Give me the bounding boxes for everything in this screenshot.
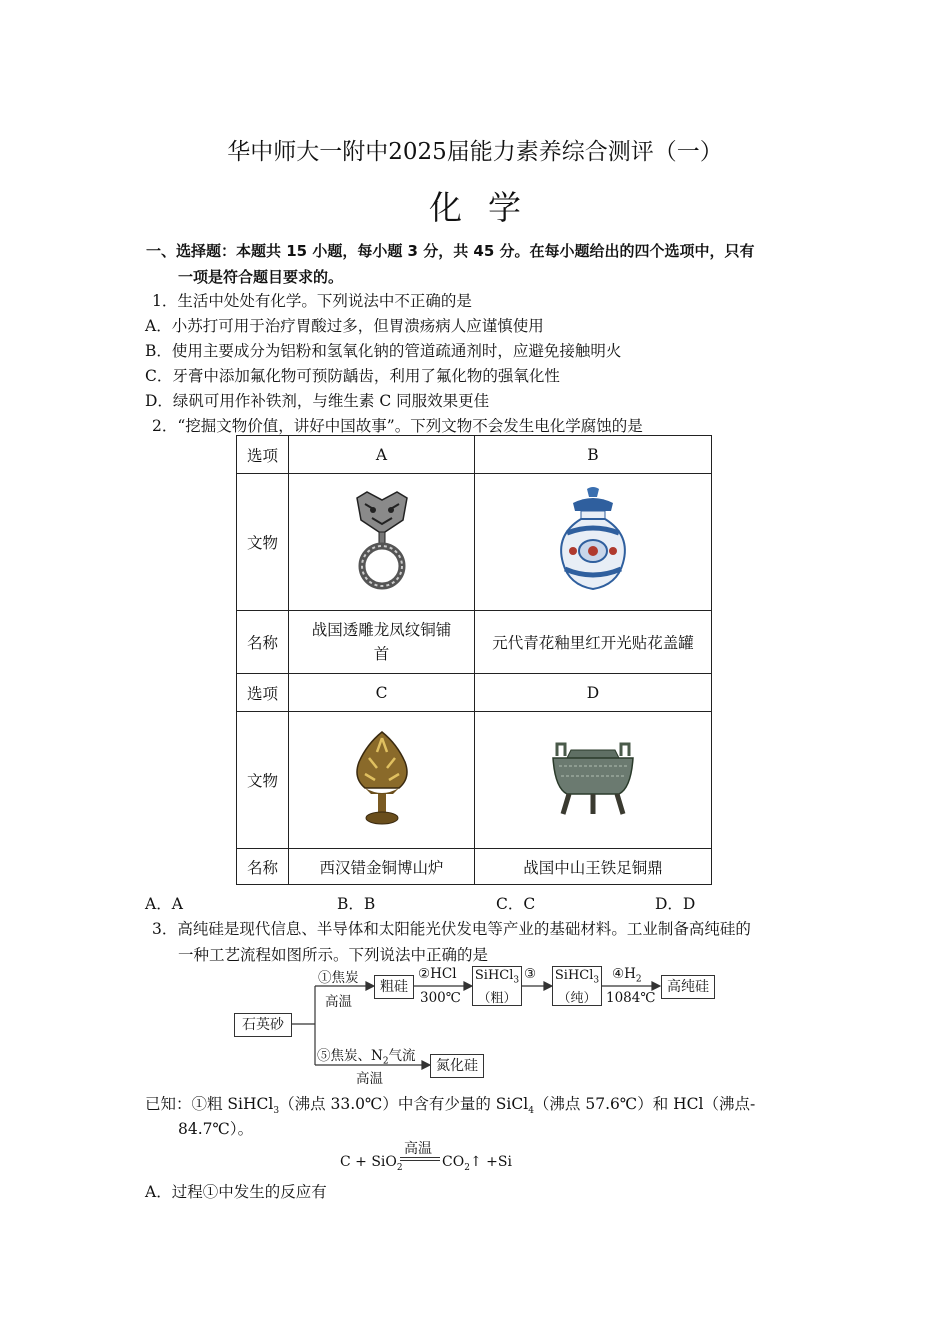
cell-name-a bbox=[289, 611, 475, 674]
q3-known-line1: 已知：①粗 SiHCl$_3$（沸点 33.0℃）中含有少量的 SiCl$_4$（沸点 57.6℃）和 HCl（沸点- bbox=[145, 1095, 756, 1117]
cell-relic-d bbox=[475, 712, 712, 849]
bronze-ding-vessel-image bbox=[543, 738, 643, 818]
q3-known-line2: 84.7℃）。 bbox=[178, 1120, 254, 1138]
q1-stem: 1．生活中处处有化学。下列说法中不正确的是 bbox=[152, 292, 472, 310]
flow-step3-label: ③ bbox=[524, 966, 537, 982]
flow-box-crude-sihcl3 bbox=[472, 966, 522, 1006]
flow-box-crude-silicon: 粗硅 bbox=[374, 975, 414, 999]
q1-option-a: A．小苏打可用于治疗胃酸过多，但胃溃疡病人应谨慎使用 bbox=[145, 317, 544, 335]
cell-name-c: 西汉错金铜博山炉 bbox=[289, 849, 475, 885]
equation-equals-sign bbox=[400, 1157, 440, 1161]
flow-box-pure-sihcl3 bbox=[552, 966, 602, 1006]
cell-option-d: D bbox=[475, 674, 712, 712]
q3-option-a: A．过程①中发生的反应有 bbox=[145, 1183, 327, 1201]
section-heading: 一、选择题：本题共 15 小题，每小题 3 分，共 45 分。在每小题给出的四个选项中，只有 bbox=[146, 242, 755, 260]
q3-stem-cont: 一种工艺流程如图所示。下列说法中正确的是 bbox=[178, 946, 489, 964]
flow-box2-state: （粗） bbox=[477, 990, 517, 1006]
q3-stem: 3．高纯硅是现代信息、半导体和太阳能光伏发电等产业的基础材料。工业制备高纯硅的 bbox=[152, 920, 751, 938]
flow-step1-condition: 高温 bbox=[325, 994, 352, 1010]
flow-step5-reagent: ⑤焦炭、$N_2$气流 bbox=[317, 1048, 416, 1067]
flow-step1-reagent: ①焦炭 bbox=[318, 970, 359, 986]
flow-step5-condition: 高温 bbox=[356, 1071, 383, 1087]
subject-title: 化学 bbox=[429, 188, 547, 227]
q1-option-b: B．使用主要成分为铝粉和氢氧化钠的管道疏通剂时，应避免接触明火 bbox=[145, 342, 622, 360]
cell-relic-b bbox=[475, 474, 712, 611]
flow-box-silicon-nitride: 氮化硅 bbox=[430, 1054, 484, 1078]
page-title: 华中师大一附中2025届能力素养综合测评（一） bbox=[227, 139, 723, 165]
cell-option-c: C bbox=[289, 674, 475, 712]
equation-condition: 高温 bbox=[404, 1141, 432, 1157]
q1-option-c: C．牙膏中添加氟化物可预防龋齿，利用了氟化物的强氧化性 bbox=[145, 367, 560, 385]
cell-relic-label-2: 文物 bbox=[237, 712, 289, 849]
flow-box3-state: （纯） bbox=[557, 990, 597, 1006]
cell-option-a: A bbox=[289, 436, 475, 474]
flow-step4-condition: 1084℃ bbox=[606, 990, 656, 1006]
relics-table bbox=[236, 435, 712, 885]
flow-box-high-purity-silicon: 高纯硅 bbox=[661, 975, 715, 999]
name-a-line2: 首 bbox=[373, 645, 390, 663]
q2-option-b: B．B bbox=[337, 895, 376, 913]
q2-option-c: C．C bbox=[496, 895, 536, 913]
cell-option-label: 选项 bbox=[237, 436, 289, 474]
bronze-door-knocker-image bbox=[347, 490, 417, 590]
cell-relic-label: 文物 bbox=[237, 474, 289, 611]
cell-option-label-2: 选项 bbox=[237, 674, 289, 712]
cell-name-d: 战国中山王铁足铜鼎 bbox=[475, 849, 712, 885]
flow-step2-condition: 300℃ bbox=[420, 990, 461, 1006]
q2-stem: 2．“挖掘文物价值，讲好中国故事”。下列文物不会发生电化学腐蚀的是 bbox=[152, 417, 643, 435]
q1-option-d: D．绿矾可用作补铁剂，与维生素 C 同服效果更佳 bbox=[145, 392, 490, 410]
cell-option-b: B bbox=[475, 436, 712, 474]
flow-box2-formula: SiHCl$_3$ bbox=[474, 968, 520, 986]
cell-name-label: 名称 bbox=[237, 611, 289, 674]
name-a-line1: 战国透雕龙凤纹铜铺 bbox=[311, 621, 452, 639]
section-heading-cont: 一项是符合题目要求的。 bbox=[178, 268, 344, 286]
equation-right: $CO_2↑ +Si$ bbox=[442, 1154, 512, 1173]
equation-left: C + SiO$_2$ bbox=[340, 1154, 403, 1173]
flow-box3-formula: SiHCl$_3$ bbox=[554, 968, 600, 986]
flow-step2-reagent: ②HCl bbox=[418, 966, 457, 982]
gilded-incense-burner-image bbox=[347, 728, 417, 828]
cell-relic-a bbox=[289, 474, 475, 611]
flow-step4-reagent: $④H_2$ bbox=[612, 966, 642, 985]
blue-white-porcelain-jar-image bbox=[553, 485, 633, 595]
cell-name-label-2: 名称 bbox=[237, 849, 289, 885]
flow-box-quartz-sand: 石英砂 bbox=[234, 1013, 292, 1037]
cell-relic-c bbox=[289, 712, 475, 849]
q2-option-a: A．A bbox=[145, 895, 183, 913]
cell-name-b: 元代青花釉里红开光贴花盖罐 bbox=[475, 611, 712, 674]
q2-option-d: D．D bbox=[655, 895, 696, 913]
